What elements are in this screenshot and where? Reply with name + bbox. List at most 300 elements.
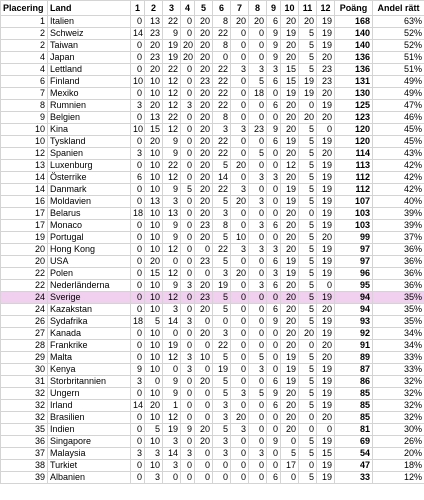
q10-cell: 20	[281, 244, 299, 256]
q12-cell: 15	[317, 448, 335, 460]
header-q5: 5	[195, 1, 213, 16]
q8-cell: 3	[249, 196, 267, 208]
q6-cell: 22	[213, 28, 231, 40]
country-cell: Kanada	[48, 328, 131, 340]
points-cell: 168	[335, 16, 373, 28]
q12-cell: 0	[317, 124, 335, 136]
q6-cell: 0	[213, 52, 231, 64]
header-q1: 1	[131, 1, 145, 16]
q12-cell: 19	[317, 40, 335, 52]
rank-cell: 17	[1, 208, 48, 220]
q8-cell: 0	[249, 340, 267, 352]
country-cell: Malta	[48, 352, 131, 364]
q2-cell: 10	[145, 460, 163, 472]
q6-cell: 22	[213, 244, 231, 256]
country-cell: Albanien	[48, 472, 131, 484]
share-cell: 39%	[373, 208, 424, 220]
q10-cell: 19	[281, 268, 299, 280]
points-cell: 95	[335, 280, 373, 292]
country-cell: Polen	[48, 268, 131, 280]
q3-cell: 22	[163, 112, 181, 124]
country-cell: Luxenburg	[48, 160, 131, 172]
q2-cell: 20	[145, 100, 163, 112]
q3-cell: 12	[163, 244, 181, 256]
q4-cell: 0	[181, 16, 195, 28]
q11-cell: 5	[299, 184, 317, 196]
rank-cell: 37	[1, 448, 48, 460]
q12-cell: 19	[317, 400, 335, 412]
share-cell: 49%	[373, 88, 424, 100]
q4-cell: 0	[181, 88, 195, 100]
header-q11: 11	[299, 1, 317, 16]
country-cell: Belgien	[48, 112, 131, 124]
q3-cell: 19	[163, 424, 181, 436]
q10-cell: 20	[281, 232, 299, 244]
q8-cell: 3	[249, 364, 267, 376]
q7-cell: 0	[231, 316, 249, 328]
q3-cell: 19	[163, 40, 181, 52]
q8-cell: 0	[249, 328, 267, 340]
q11-cell: 5	[299, 232, 317, 244]
country-cell: Malaysia	[48, 448, 131, 460]
q11-cell: 5	[299, 172, 317, 184]
q11-cell: 5	[299, 388, 317, 400]
q9-cell: 0	[267, 328, 281, 340]
table-row	[1, 148, 424, 160]
share-cell: 51%	[373, 52, 424, 64]
q11-cell: 20	[299, 328, 317, 340]
table-row	[1, 232, 424, 244]
q12-cell: 23	[317, 64, 335, 76]
q12-cell: 19	[317, 184, 335, 196]
q7-cell: 0	[231, 136, 249, 148]
rank-cell: 16	[1, 196, 48, 208]
q12-cell: 19	[317, 172, 335, 184]
q4-cell: 0	[181, 244, 195, 256]
q12-cell: 19	[317, 436, 335, 448]
q5-cell: 23	[195, 220, 213, 232]
q1-cell: 0	[131, 352, 145, 364]
q12-cell: 19	[317, 292, 335, 304]
q12-cell: 19	[317, 388, 335, 400]
q7-cell: 0	[231, 52, 249, 64]
q10-cell: 20	[281, 52, 299, 64]
q5-cell: 10	[195, 352, 213, 364]
table-row	[1, 436, 424, 448]
table-row	[1, 256, 424, 268]
q7-cell: 0	[231, 460, 249, 472]
q1-cell: 0	[131, 244, 145, 256]
share-cell: 35%	[373, 316, 424, 328]
q2-cell: 10	[145, 412, 163, 424]
q2-cell: 10	[145, 88, 163, 100]
table-row	[1, 88, 424, 100]
q7-cell: 3	[231, 124, 249, 136]
table-row	[1, 196, 424, 208]
q2-cell: 20	[145, 256, 163, 268]
points-cell: 94	[335, 304, 373, 316]
q10-cell: 20	[281, 412, 299, 424]
country-cell: Spanien	[48, 148, 131, 160]
q6-cell: 3	[213, 400, 231, 412]
q9-cell: 0	[267, 184, 281, 196]
q12-cell: 19	[317, 136, 335, 148]
q9-cell: 6	[267, 220, 281, 232]
q10-cell: 20	[281, 220, 299, 232]
q6-cell: 8	[213, 16, 231, 28]
q12-cell: 19	[317, 28, 335, 40]
q12-cell: 20	[317, 232, 335, 244]
rank-cell: 12	[1, 148, 48, 160]
q1-cell: 0	[131, 196, 145, 208]
q4-cell: 3	[181, 352, 195, 364]
q9-cell: 6	[267, 304, 281, 316]
q12-cell: 19	[317, 364, 335, 376]
table-row	[1, 136, 424, 148]
table-row	[1, 376, 424, 388]
q1-cell: 0	[131, 112, 145, 124]
q2-cell: 10	[145, 280, 163, 292]
q12-cell: 19	[317, 16, 335, 28]
q10-cell: 19	[281, 376, 299, 388]
q9-cell: 0	[267, 460, 281, 472]
q2-cell: 10	[145, 184, 163, 196]
q4-cell: 0	[181, 328, 195, 340]
q10-cell: 19	[281, 256, 299, 268]
q3-cell: 3	[163, 196, 181, 208]
table-row	[1, 100, 424, 112]
q7-cell: 3	[231, 64, 249, 76]
country-cell: Kazakstan	[48, 304, 131, 316]
q3-cell: 19	[163, 340, 181, 352]
q5-cell: 20	[195, 196, 213, 208]
country-cell: Danmark	[48, 184, 131, 196]
country-cell: Indien	[48, 424, 131, 436]
q4-cell: 0	[181, 208, 195, 220]
points-cell: 99	[335, 232, 373, 244]
q9-cell: 9	[267, 388, 281, 400]
q2-cell: 10	[145, 160, 163, 172]
rank-cell: 2	[1, 28, 48, 40]
q3-cell: 0	[163, 328, 181, 340]
points-cell: 47	[335, 460, 373, 472]
q2-cell: 20	[145, 40, 163, 52]
q4-cell: 0	[181, 172, 195, 184]
q8-cell: 0	[249, 460, 267, 472]
q4-cell: 0	[181, 292, 195, 304]
points-cell: 87	[335, 364, 373, 376]
country-cell: Frankrike	[48, 340, 131, 352]
q4-cell: 0	[181, 388, 195, 400]
points-cell: 136	[335, 64, 373, 76]
q7-cell: 0	[231, 376, 249, 388]
share-cell: 36%	[373, 280, 424, 292]
q9-cell: 9	[267, 40, 281, 52]
q1-cell: 10	[131, 76, 145, 88]
q4-cell: 20	[181, 40, 195, 52]
header-q3: 3	[163, 1, 181, 16]
header-points: Poäng	[335, 1, 373, 16]
q8-cell: 5	[249, 352, 267, 364]
q10-cell: 19	[281, 364, 299, 376]
q5-cell: 20	[195, 124, 213, 136]
q9-cell: 6	[267, 400, 281, 412]
share-cell: 32%	[373, 388, 424, 400]
q9-cell: 0	[267, 232, 281, 244]
points-cell: 81	[335, 424, 373, 436]
q4-cell: 0	[181, 472, 195, 484]
country-cell: Portugal	[48, 232, 131, 244]
rank-cell: 4	[1, 64, 48, 76]
q5-cell: 0	[195, 460, 213, 472]
q4-cell: 3	[181, 316, 195, 328]
q1-cell: 18	[131, 208, 145, 220]
q11-cell: 5	[299, 316, 317, 328]
rank-cell: 36	[1, 436, 48, 448]
share-cell: 33%	[373, 352, 424, 364]
q3-cell: 12	[163, 76, 181, 88]
q4-cell: 3	[181, 448, 195, 460]
table-row	[1, 64, 424, 76]
q8-cell: 0	[249, 52, 267, 64]
share-cell: 42%	[373, 172, 424, 184]
rank-cell: 38	[1, 460, 48, 472]
points-cell: 103	[335, 208, 373, 220]
points-cell: 112	[335, 172, 373, 184]
points-cell: 120	[335, 136, 373, 148]
share-cell: 36%	[373, 256, 424, 268]
q11-cell: 19	[299, 88, 317, 100]
share-cell: 35%	[373, 292, 424, 304]
q2-cell: 13	[145, 16, 163, 28]
q7-cell: 0	[231, 364, 249, 376]
q1-cell: 0	[131, 412, 145, 424]
q4-cell: 0	[181, 112, 195, 124]
q2-cell: 0	[145, 376, 163, 388]
q1-cell: 0	[131, 340, 145, 352]
q6-cell: 3	[213, 208, 231, 220]
q2-cell: 10	[145, 148, 163, 160]
q3-cell: 13	[163, 208, 181, 220]
q6-cell: 19	[213, 364, 231, 376]
q5-cell: 20	[195, 184, 213, 196]
q8-cell: 0	[249, 136, 267, 148]
q1-cell: 0	[131, 16, 145, 28]
q4-cell: 0	[181, 76, 195, 88]
q12-cell: 20	[317, 52, 335, 64]
rank-cell: 14	[1, 172, 48, 184]
q1-cell: 3	[131, 100, 145, 112]
points-cell: 114	[335, 148, 373, 160]
q7-cell: 20	[231, 160, 249, 172]
q8-cell: 0	[249, 400, 267, 412]
q9-cell: 9	[267, 436, 281, 448]
q2-cell: 10	[145, 172, 163, 184]
q9-cell: 6	[267, 280, 281, 292]
header-rank: Placering	[1, 1, 48, 16]
q5-cell: 20	[195, 100, 213, 112]
q10-cell: 0	[281, 436, 299, 448]
share-cell: 12%	[373, 472, 424, 484]
share-cell: 63%	[373, 16, 424, 28]
q3-cell: 0	[163, 256, 181, 268]
share-cell: 42%	[373, 160, 424, 172]
country-cell: Tyskland	[48, 136, 131, 148]
country-cell: Mexiko	[48, 88, 131, 100]
q9-cell: 9	[267, 124, 281, 136]
q3-cell: 12	[163, 100, 181, 112]
q9-cell: 6	[267, 136, 281, 148]
q8-cell: 3	[249, 172, 267, 184]
q10-cell: 19	[281, 196, 299, 208]
q10-cell: 20	[281, 124, 299, 136]
q11-cell: 20	[299, 16, 317, 28]
q2-cell: 23	[145, 52, 163, 64]
share-cell: 37%	[373, 232, 424, 244]
country-cell: Ungern	[48, 388, 131, 400]
q1-cell: 3	[131, 148, 145, 160]
q2-cell: 15	[145, 124, 163, 136]
q7-cell: 20	[231, 268, 249, 280]
q1-cell: 0	[131, 304, 145, 316]
q9-cell: 6	[267, 16, 281, 28]
q6-cell: 5	[213, 232, 231, 244]
header-q7: 7	[231, 1, 249, 16]
q1-cell: 3	[131, 448, 145, 460]
q10-cell: 20	[281, 424, 299, 436]
q7-cell: 0	[231, 76, 249, 88]
q7-cell: 3	[231, 424, 249, 436]
rank-cell: 35	[1, 424, 48, 436]
q4-cell: 3	[181, 364, 195, 376]
q10-cell: 19	[281, 88, 299, 100]
country-cell: Österrike	[48, 172, 131, 184]
q7-cell: 0	[231, 256, 249, 268]
q2-cell: 5	[145, 316, 163, 328]
q8-cell: 0	[249, 412, 267, 424]
points-cell: 92	[335, 328, 373, 340]
q3-cell: 22	[163, 160, 181, 172]
q12-cell: 19	[317, 256, 335, 268]
q2-cell: 10	[145, 220, 163, 232]
q10-cell: 19	[281, 352, 299, 364]
q10-cell: 20	[281, 112, 299, 124]
q10-cell: 20	[281, 340, 299, 352]
q1-cell: 0	[131, 40, 145, 52]
q1-cell: 0	[131, 268, 145, 280]
share-cell: 49%	[373, 76, 424, 88]
country-cell: Rumnien	[48, 100, 131, 112]
q11-cell: 5	[299, 352, 317, 364]
q8-cell: 0	[249, 436, 267, 448]
points-cell: 131	[335, 76, 373, 88]
q10-cell: 20	[281, 292, 299, 304]
q5-cell: 0	[195, 268, 213, 280]
table-row	[1, 400, 424, 412]
q12-cell: 23	[317, 76, 335, 88]
q9-cell: 0	[267, 448, 281, 460]
q1-cell: 14	[131, 28, 145, 40]
rank-cell: 7	[1, 88, 48, 100]
q2-cell: 10	[145, 76, 163, 88]
q12-cell: 20	[317, 112, 335, 124]
q5-cell: 0	[195, 340, 213, 352]
q2-cell: 10	[145, 244, 163, 256]
q2-cell: 10	[145, 436, 163, 448]
q1-cell: 14	[131, 400, 145, 412]
q11-cell: 5	[299, 400, 317, 412]
q4-cell: 0	[181, 460, 195, 472]
q7-cell: 0	[231, 280, 249, 292]
q12-cell: 20	[317, 148, 335, 160]
header-q4: 4	[181, 1, 195, 16]
q12-cell: 0	[317, 280, 335, 292]
q5-cell: 20	[195, 40, 213, 52]
q10-cell: 15	[281, 76, 299, 88]
share-cell: 32%	[373, 412, 424, 424]
q6-cell: 22	[213, 184, 231, 196]
q6-cell: 0	[213, 460, 231, 472]
q5-cell: 20	[195, 136, 213, 148]
q1-cell: 0	[131, 64, 145, 76]
q10-cell: 20	[281, 328, 299, 340]
header-q8: 8	[249, 1, 267, 16]
q6-cell: 3	[213, 328, 231, 340]
q3-cell: 12	[163, 412, 181, 424]
q6-cell: 5	[213, 160, 231, 172]
q11-cell: 5	[299, 292, 317, 304]
q9-cell: 0	[267, 292, 281, 304]
q8-cell: 0	[249, 160, 267, 172]
q10-cell: 20	[281, 16, 299, 28]
country-cell: Brasilien	[48, 412, 131, 424]
points-cell: 96	[335, 268, 373, 280]
q2-cell: 10	[145, 328, 163, 340]
q4-cell: 5	[181, 184, 195, 196]
country-cell: Storbritannien	[48, 376, 131, 388]
q6-cell: 5	[213, 352, 231, 364]
q5-cell: 0	[195, 244, 213, 256]
q9-cell: 0	[267, 352, 281, 364]
q1-cell: 0	[131, 436, 145, 448]
q1-cell: 0	[131, 460, 145, 472]
q4-cell: 0	[181, 376, 195, 388]
q10-cell: 5	[281, 448, 299, 460]
rank-cell: 26	[1, 316, 48, 328]
country-cell: Kenya	[48, 364, 131, 376]
q4-cell: 0	[181, 400, 195, 412]
q11-cell: 5	[299, 364, 317, 376]
q6-cell: 22	[213, 64, 231, 76]
q8-cell: 0	[249, 40, 267, 52]
share-cell: 45%	[373, 124, 424, 136]
q5-cell: 0	[195, 316, 213, 328]
table-row	[1, 388, 424, 400]
q1-cell: 0	[131, 292, 145, 304]
header-share-correct: Andel rätt	[373, 1, 424, 16]
q6-cell: 22	[213, 148, 231, 160]
q12-cell: 20	[317, 340, 335, 352]
country-cell: Sydafrika	[48, 316, 131, 328]
country-cell: Sverige	[48, 292, 131, 304]
q11-cell: 5	[299, 436, 317, 448]
q11-cell: 5	[299, 64, 317, 76]
q1-cell: 0	[131, 136, 145, 148]
country-cell: Italien	[48, 16, 131, 28]
q5-cell: 20	[195, 376, 213, 388]
country-cell: Kina	[48, 124, 131, 136]
table-row	[1, 424, 424, 436]
